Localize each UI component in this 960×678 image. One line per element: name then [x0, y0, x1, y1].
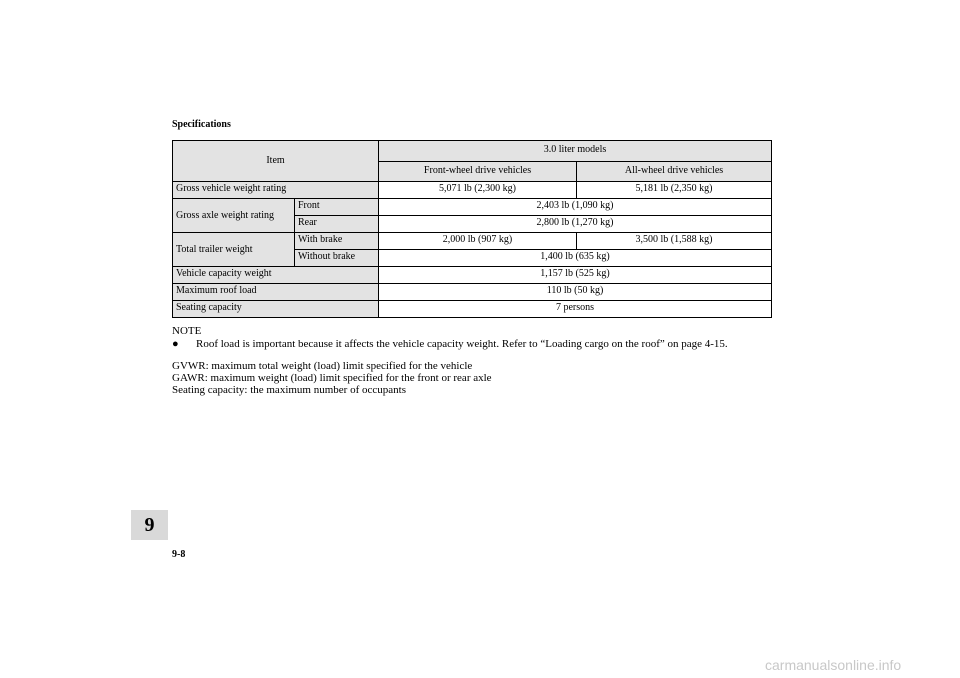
note-item — [172, 338, 728, 351]
header-3-0-liter-models: 3.0 liter models — [379, 141, 772, 162]
definition-gvwr: GVWR: maximum total weight (load) limit specified for the vehicle — [172, 360, 473, 372]
trailer-with-brake-label: With brake — [295, 233, 379, 250]
gawr-rear-value: 2,800 lb (1,270 kg) — [379, 216, 772, 233]
row-label-roof: Maximum roof load — [173, 284, 379, 301]
header-front-wheel-drive: Front-wheel drive vehicles — [379, 162, 577, 182]
watermark: carmanualsonline.info — [765, 657, 902, 673]
table-row — [173, 301, 772, 318]
table-row — [173, 267, 772, 284]
specifications-table — [172, 140, 772, 318]
row-label-gvwr: Gross vehicle weight rating — [173, 182, 379, 199]
note-heading: NOTE — [172, 325, 202, 337]
note-block — [172, 325, 728, 351]
trailer-with-brake-fwd: 2,000 lb (907 kg) — [379, 233, 577, 250]
gvwr-awd-value: 5,181 lb (2,350 kg) — [577, 182, 772, 199]
bullet-icon: ● — [172, 338, 179, 350]
row-label-capacity: Vehicle capacity weight — [173, 267, 379, 284]
row-label-trailer: Total trailer weight — [173, 233, 295, 267]
table-row — [173, 284, 772, 301]
header-item: Item — [173, 141, 379, 182]
row-label-gawr: Gross axle weight rating — [173, 199, 295, 233]
roof-value: 110 lb (50 kg) — [379, 284, 772, 301]
row-label-seating: Seating capacity — [173, 301, 379, 318]
definitions — [172, 360, 492, 396]
gawr-front-label: Front — [295, 199, 379, 216]
gvwr-fwd-value: 5,071 lb (2,300 kg) — [379, 182, 577, 199]
page-number: 9-8 — [172, 549, 186, 560]
note-text: Roof load is important because it affects the vehicle capacity weight. Refer to “Loading cargo on the roof” on page 4-15. — [196, 338, 728, 350]
table-row — [173, 199, 772, 216]
trailer-without-brake-label: Without brake — [295, 250, 379, 267]
definition-gawr: GAWR: maximum weight (load) limit specified for the front or rear axle — [172, 372, 492, 384]
definition-seating: Seating capacity: the maximum number of occupants — [172, 384, 406, 396]
capacity-value: 1,157 lb (525 kg) — [379, 267, 772, 284]
table-row — [173, 182, 772, 199]
trailer-without-brake-value: 1,400 lb (635 kg) — [379, 250, 772, 267]
section-title: Specifications — [172, 119, 231, 130]
seating-value: 7 persons — [379, 301, 772, 318]
header-all-wheel-drive: All-wheel drive vehicles — [577, 162, 772, 182]
table-row — [173, 233, 772, 250]
gawr-rear-label: Rear — [295, 216, 379, 233]
chapter-tab: 9 — [131, 510, 168, 540]
trailer-with-brake-awd: 3,500 lb (1,588 kg) — [577, 233, 772, 250]
gawr-front-value: 2,403 lb (1,090 kg) — [379, 199, 772, 216]
